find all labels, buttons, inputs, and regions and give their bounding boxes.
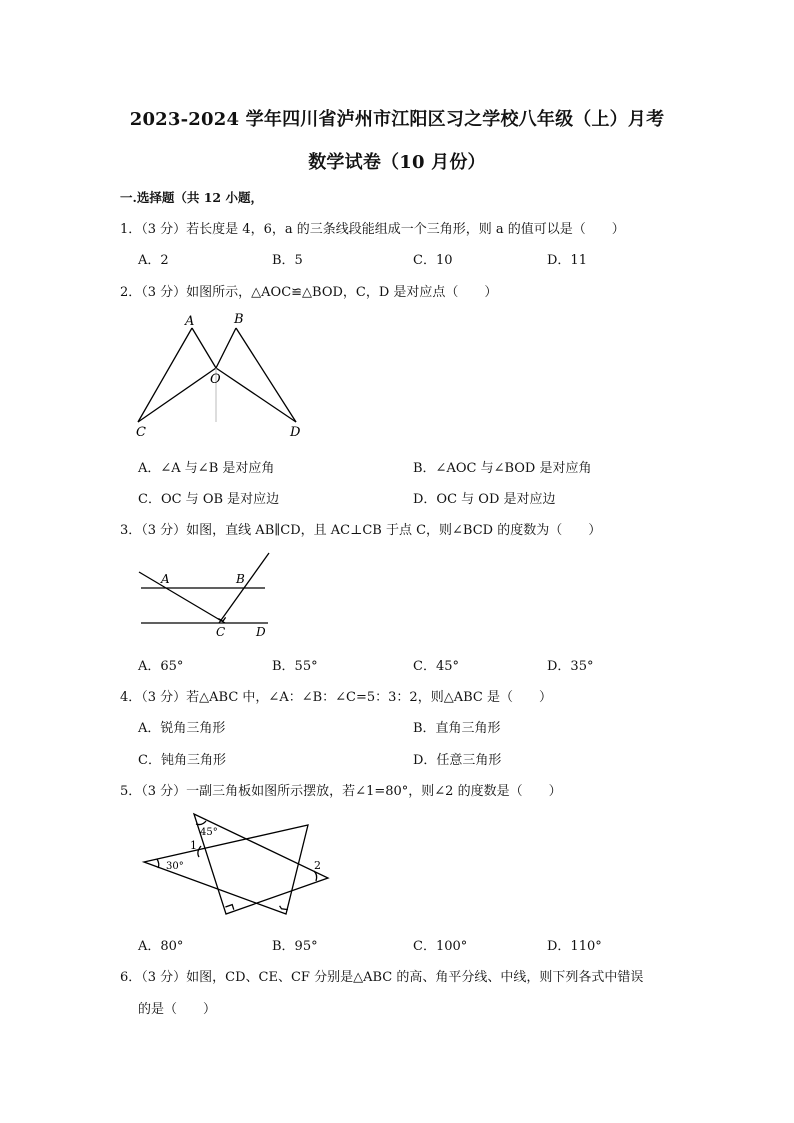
q2-label-a: A <box>185 314 195 329</box>
q5-option-b[interactable]: B．95° <box>272 939 318 954</box>
q5-option-a[interactable]: A．80° <box>138 939 184 954</box>
question-3-text: 3．（3 分）如图，直线 AB∥CD，且 AC⊥CB 于点 C，则∠BCD 的度数为（ ） <box>120 523 602 538</box>
question-6-text-continued: 的是（ ） <box>138 1002 217 1017</box>
q3-label-b: B <box>236 572 245 586</box>
q5-option-c[interactable]: C．100° <box>413 939 468 954</box>
q2-figure <box>130 310 310 440</box>
q5-right-mark-30 <box>280 906 288 910</box>
q4-option-c[interactable]: C．钝角三角形 <box>138 753 226 768</box>
q5-label-2: 2 <box>314 859 321 872</box>
question-1-text: 1．（3 分）若长度是 4，6，a 的三条线段能组成一个三角形，则 a 的值可以是（ ） <box>120 222 625 237</box>
q5-arc-1 <box>198 846 201 857</box>
q1-option-d[interactable]: D．11 <box>547 253 587 268</box>
question-4-text: 4．（3 分）若△ABC 中，∠A：∠B：∠C=5：3：2，则△ABC 是（ ） <box>120 690 552 705</box>
q4-option-a[interactable]: A．锐角三角形 <box>138 721 226 736</box>
q2-label-b: B <box>234 312 244 327</box>
title-line-1: 2023-2024 学年四川省泸州市江阳区习之学校八年级（上）月考 <box>129 109 665 130</box>
q2-line-ao <box>192 328 216 368</box>
q5-label-45: 45° <box>200 827 218 838</box>
q2-line-od <box>216 368 296 422</box>
q3-label-c: C <box>216 625 226 639</box>
q5-figure <box>138 808 338 918</box>
q5-label-30: 30° <box>166 861 184 872</box>
q3-option-d[interactable]: D．35° <box>547 659 594 674</box>
q3-figure <box>135 553 285 643</box>
q5-label-1: 1 <box>190 839 197 852</box>
question-2-text: 2．（3 分）如图所示，△AOC≌△BOD，C，D 是对应点（ ） <box>120 285 498 300</box>
q3-option-c[interactable]: C．45° <box>413 659 459 674</box>
section-heading: 一.选择题（共 12 小题， <box>120 190 263 205</box>
q2-line-ca <box>138 328 192 422</box>
title-line-2: 数学试卷（10 月份） <box>308 152 486 173</box>
q1-option-a[interactable]: A．2 <box>138 253 169 268</box>
question-6-text: 6．（3 分）如图，CD、CE、CF 分别是△ABC 的高、角平分线、中线，则下列各式中错误 <box>120 970 644 985</box>
q5-option-d[interactable]: D．110° <box>547 939 602 954</box>
q5-right-mark-45 <box>225 905 233 910</box>
q2-line-bd <box>236 328 296 422</box>
q1-option-b[interactable]: B．5 <box>272 253 303 268</box>
q3-option-a[interactable]: A．65° <box>138 659 184 674</box>
question-5-text: 5．（3 分）一副三角板如图所示摆放，若∠1=80°，则∠2 的度数是（ ） <box>120 784 562 799</box>
q3-line-ac <box>139 572 225 623</box>
q2-line-ob <box>216 328 236 368</box>
q2-option-a[interactable]: A．∠A 与∠B 是对应角 <box>138 461 275 476</box>
q4-option-b[interactable]: B．直角三角形 <box>413 721 501 736</box>
q2-line-oc <box>138 368 216 422</box>
q3-option-b[interactable]: B．55° <box>272 659 318 674</box>
q2-option-b[interactable]: B．∠AOC 与∠BOD 是对应角 <box>413 461 592 476</box>
q1-option-c[interactable]: C．10 <box>413 253 453 268</box>
q3-label-a: A <box>161 572 170 586</box>
q4-option-d[interactable]: D．任意三角形 <box>413 753 502 768</box>
q2-option-d[interactable]: D．OC 与 OD 是对应边 <box>413 492 556 507</box>
q2-label-d: D <box>290 425 301 440</box>
q5-arc-45 <box>196 821 206 825</box>
q2-label-c: C <box>136 425 146 440</box>
q2-option-c[interactable]: C．OC 与 OB 是对应边 <box>138 492 280 507</box>
q2-label-o: O <box>210 372 221 387</box>
q3-label-d: D <box>256 625 266 639</box>
